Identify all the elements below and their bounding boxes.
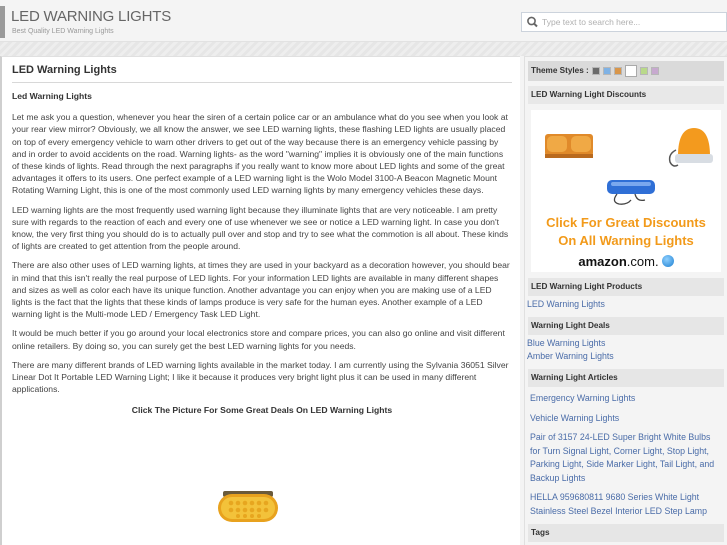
warning-lights-product-graphic — [531, 110, 721, 214]
sidebar-link-emergency-warning-lights[interactable]: Emergency Warning Lights — [530, 393, 636, 403]
deals-heading: Warning Light Deals — [528, 317, 724, 335]
sidebar-link-led-warning-lights[interactable]: LED Warning Lights — [527, 299, 605, 309]
sidebar-link-blue-warning-lights[interactable]: Blue Warning Lights — [527, 338, 606, 348]
article-paragraph: It would be much better if you go around your local electronics store and compare prices, you can also go online and visit different online retailers. By doing so, you can surely get the best LED warning lights for you needs. — [12, 328, 505, 351]
theme-styles-bar — [528, 61, 724, 81]
ad-line-1: Click For Great Discounts — [546, 215, 706, 230]
theme-swatch-white[interactable] — [625, 65, 637, 77]
sidebar — [524, 56, 727, 545]
article-paragraph: LED warning lights are the most frequently used warning light because they illuminate lights that are very noticeable. I am pretty sure with regards to the reaction of each and every one of use whenever we see or notice a LED warning light. In case you don't know, the very first thing you should do is to actually pull over and stop and try to see what the commotion is all about. These kinds of lights are created to get attention from the people around. — [12, 204, 509, 252]
theme-swatch-gray[interactable] — [592, 67, 600, 75]
theme-swatches — [592, 65, 659, 77]
ad-line-2: On All Warning Lights — [558, 233, 694, 248]
cart-icon — [662, 255, 674, 267]
products-heading: LED Warning Light Products — [528, 278, 724, 296]
tags-section — [525, 524, 727, 542]
sidebar-link-amber-warning-lights[interactable]: Amber Warning Lights — [527, 351, 614, 361]
theme-swatch-green[interactable] — [640, 67, 648, 75]
ad-headline — [531, 214, 721, 250]
page-title: LED Warning Lights — [12, 64, 512, 83]
search-icon — [526, 15, 540, 29]
sidebar-link-3157-led-bulbs[interactable]: Pair of 3157 24-LED Super Bright White Bulbs for Turn Signal Light, Corner Light, Stop Light, Parking Light, Side Marker Light, Tail Light, and Backup Lights — [530, 432, 715, 483]
article-paragraph: Let me ask you a question, whenever you hear the siren of a certain police car or an ambulance what do you see when you look at your rear view mirror? Obviously, we all know the answer, we see LED warning lights, these flashing LED lights are usually placed on top of every emergency vehicle to warn other drivers to get out of the way because there is an emergency vehicle passing by and in order to avoid accidents on the road. Warning lights- as the word "warning" implies it is obviously one of the main functions of these kinds of lights. Read through the next paragraphs if you really want to know more about LED lights and some of the great advantages it offers to its users. One perfect example of a LED warning light is the Wolo Model 3100-A Beacon Magnetic Mount Rotating Warning Light, this is one of the most commonly used LED warning lights by many emergency vehicles these days. — [12, 112, 508, 196]
amazon-discount-banner[interactable] — [531, 110, 721, 272]
header-accent-bar — [0, 6, 5, 38]
article-paragraph: There are also other uses of LED warning lights, at times they are used in your backyard as a decoration however, you should bear in mind that this isn't really the real purpose of LED lights. For your information LED lights are available in many different shapes and sizes as well as color each have its unique function. Another advantage you can enjoy when you are making use of a LED lights is the fact that the lights that these kinds of lamps produce is very safe for the human eyes. Another example of a LED warning light is the Multi-mode LED / Emergency Task LED Light. — [12, 260, 510, 320]
deals-call-to-action: Click The Picture For Some Great Deals On LED Warning Lights — [131, 405, 393, 416]
amazon-logo — [531, 254, 721, 269]
search-input[interactable] — [542, 17, 722, 27]
theme-swatch-blue[interactable] — [603, 67, 611, 75]
search-box[interactable] — [521, 12, 727, 32]
theme-swatch-orange[interactable] — [614, 67, 622, 75]
theme-styles-label: Theme Styles : — [531, 66, 589, 75]
article-heading: Led Warning Lights — [12, 91, 92, 101]
site-header — [0, 0, 727, 42]
tags-heading: Tags — [528, 524, 724, 542]
discounts-heading: LED Warning Light Discounts — [528, 86, 724, 104]
article-body — [12, 90, 512, 417]
deals-section — [525, 317, 727, 363]
amazon-suffix: .com. — [626, 254, 659, 269]
articles-section — [525, 369, 727, 518]
site-title[interactable]: LED WARNING LIGHTS — [11, 8, 172, 25]
article-paragraph: There are many different brands of LED warning lights available in the market today. I am currently using the Sylvania 36051 Silver Linear Dot It Portable LED Warning Light; I like it because it produces very bright light plus it can be used in many different applications. — [12, 359, 509, 395]
amazon-brand: amazon — [578, 254, 627, 269]
articles-heading: Warning Light Articles — [528, 369, 724, 387]
sidebar-link-hella-step-lamp[interactable]: HELLA 959680811 9680 Series White Light Stainless Steel Bezel Interior LED Step Lamp — [530, 492, 708, 516]
sidebar-link-vehicle-warning-lights[interactable]: Vehicle Warning Lights — [530, 412, 620, 423]
theme-swatch-purple[interactable] — [651, 67, 659, 75]
site-tagline: Best Quality LED Warning Lights — [12, 28, 114, 35]
main-content — [0, 56, 520, 545]
product-image-amber-led-light[interactable] — [217, 489, 279, 525]
products-section — [525, 278, 727, 311]
header-stripe-divider — [0, 42, 727, 56]
